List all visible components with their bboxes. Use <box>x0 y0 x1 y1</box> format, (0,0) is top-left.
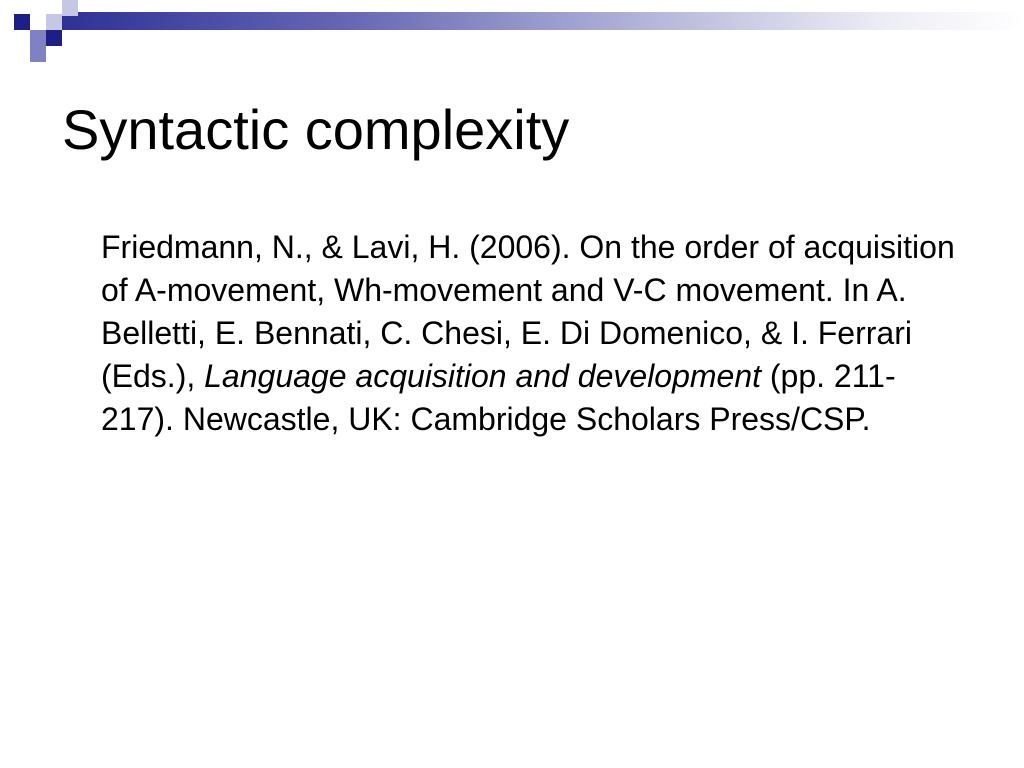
gradient-bar <box>62 12 1024 30</box>
decor-square <box>14 14 30 30</box>
reference-book-title: Language acquisition and development <box>204 358 761 394</box>
decor-square <box>46 30 62 46</box>
decor-square <box>62 0 78 16</box>
decor-square <box>30 46 46 62</box>
decor-square <box>46 14 62 30</box>
reference-text <box>101 226 961 441</box>
decor-square <box>30 30 46 46</box>
decorative-banner <box>0 0 1024 62</box>
reference-pages-publisher: (pp. 211-217). Newcastle, UK: Cambridge Scholars Press/CSP. <box>101 358 896 437</box>
reference-authors-title: Friedmann, N., & Lavi, H. (2006). On the order of acquisition of A-movement, Wh-movement and V-C movement. In A. Belletti, E. Bennati, C. Chesi, E. Di Domenico, & I. Ferrari (Eds.), <box>101 229 955 394</box>
slide-title: Syntactic complexity <box>62 98 570 161</box>
